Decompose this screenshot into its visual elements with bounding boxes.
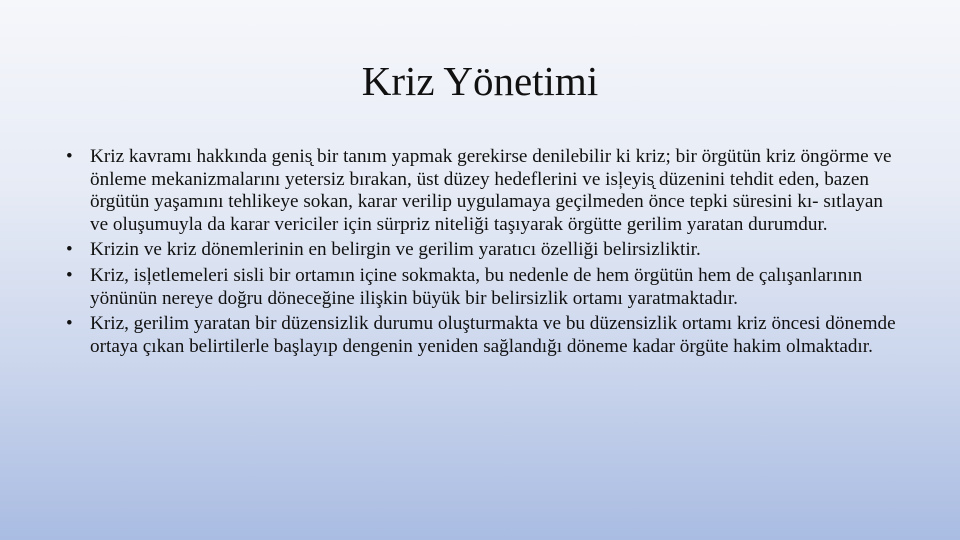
bullet-text: Kriz kavramı hakkında genis̨ bir tanım yapmak gerekirse denilebilir ki kriz; bir örgütün kriz öngörme ve önleme mekanizmalarını yetersiz bırakan, üst düzey hedeflerini ve isļeyis̨ düzenini tehdit eden, bazen örgütün yaşamını tehlikeye sokan, karar verilip uygulamaya geçilmeden önce tepki süresini kı- sıtlayan ve oluşumuyla da karar vericiler için sürpriz niteliği taşıyarak örgütte gerilim yaratan durumdur. [90, 146, 892, 235]
bullet-text: Kriz, isļetlemeleri sisli bir ortamın içine sokmakta, bu nedenle de hem örgütün hem de çalışanlarının yönünün nereye doğru döneceğine ilişkin büyük bir belirsizlik ortamı yaratmaktadır. [90, 264, 863, 309]
bullet-icon: • [66, 239, 73, 261]
bullet-text: Krizin ve kriz dönemlerinin en belirgin ve gerilim yaratıcı özelliği belirsizliktir. [90, 239, 701, 261]
bullet-icon: • [66, 313, 73, 335]
bullet-list [66, 146, 896, 361]
bullet-item [66, 146, 896, 236]
bullet-text: Kriz, gerilim yaratan bir düzensizlik durumu oluşturmakta ve bu düzensizlik ortamı kriz öncesi dönemde ortaya çıkan belirtilerle başlayıp dengenin yeniden sağlandığı döneme kadar örgüte hakim olmaktadır. [90, 313, 896, 357]
bullet-item [66, 239, 896, 262]
bullet-icon: • [66, 146, 73, 167]
bullet-icon: • [66, 264, 73, 286]
bullet-item [66, 265, 896, 310]
bullet-item [66, 313, 896, 358]
slide-title: Kriz Yönetimi [361, 58, 599, 104]
